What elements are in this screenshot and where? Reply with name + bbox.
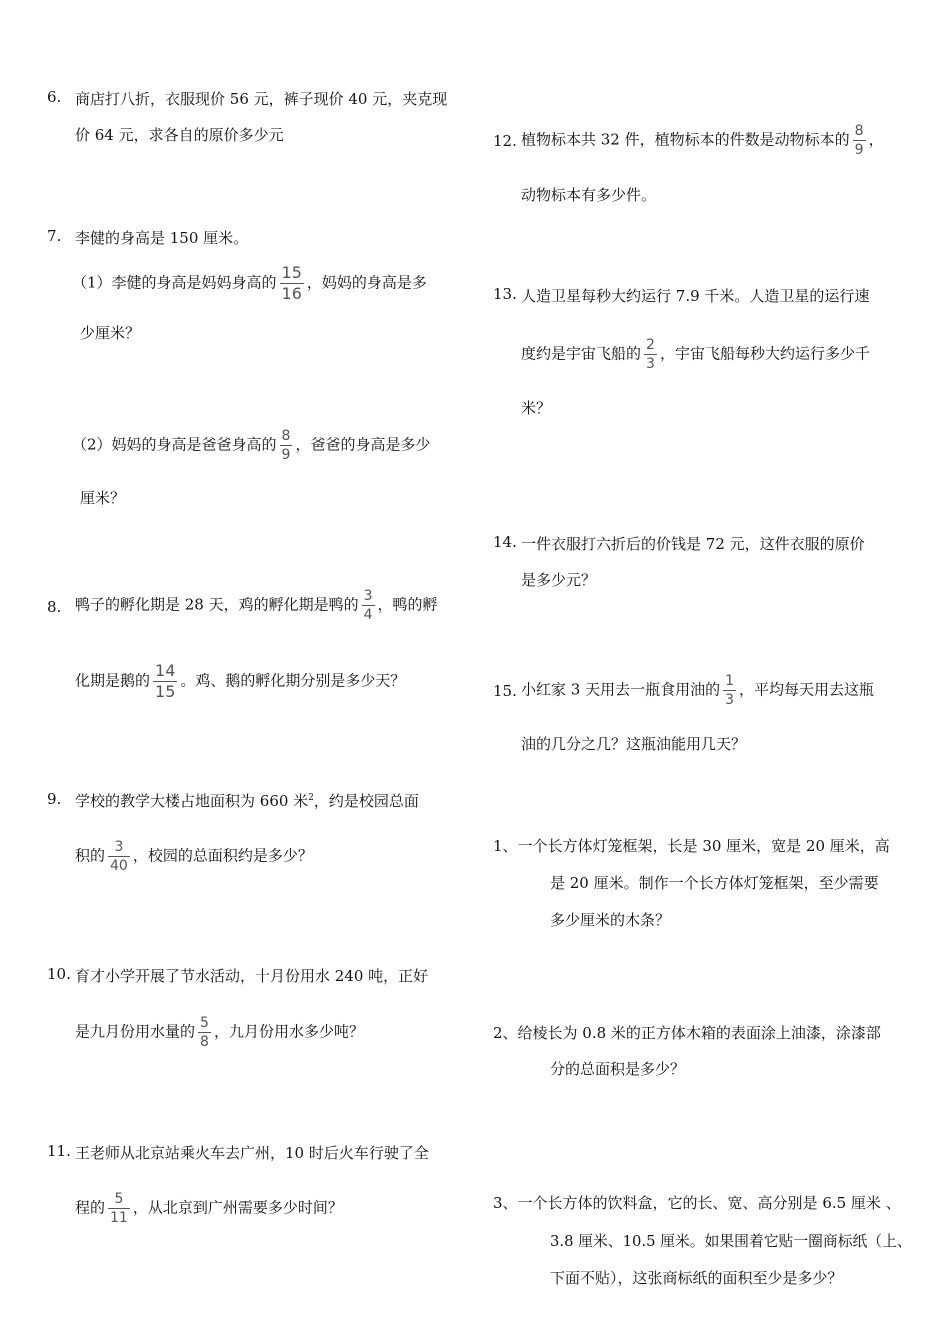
problem-text: 下面不贴），这张商标纸的面积至少是多少？ [550, 1269, 843, 1287]
problem-text: 学校的教学大楼占地面积为 660 米$^2$，约是校园总面 [75, 792, 419, 810]
problem-text: 3、一个长方体的饮料盒，它的长、宽、高分别是 6.5 厘米 、 [493, 1194, 901, 1212]
problem-text: 厘米？ [80, 489, 126, 507]
problem-text: 3.8 厘米、10.5 厘米。如果围着它贴一圈商标纸（上、 [550, 1232, 912, 1250]
problem-text: 油的几分之几？这瓶油能用几天？ [521, 735, 747, 753]
problem-text: 育才小学开展了节水活动，十月份用水 240 吨，正好 [75, 967, 429, 985]
problem-text: 一件衣服打六折后的价钱是 72 元，这件衣服的原价 [521, 535, 865, 553]
problem-text: 是 20 厘米。制作一个长方体灯笼框架，至少需要 [550, 874, 879, 892]
problem-number: 8. [47, 598, 62, 616]
problem-text: 少厘米？ [80, 324, 141, 342]
fraction: $\frac{2}{3}$ [646, 337, 655, 372]
problem-text: 米？ [521, 399, 552, 417]
problem-text: 是多少元？ [521, 571, 597, 589]
problem-text: 1、一个长方体灯笼框架，长是 30 厘米，宽是 20 厘米，高 [493, 837, 890, 855]
problem-number: 6. [47, 88, 62, 106]
problem-text: 商店打八折，衣服现价 56 元，裤子现价 40 元，夹克现 [75, 90, 448, 108]
problem-text: 动物标本有多少件。 [521, 186, 657, 204]
problem-text: 李健的身高是 150 厘米。 [75, 229, 249, 247]
problem-number: 14. [493, 533, 517, 551]
problem-number: 7. [47, 227, 62, 245]
problem-text: 价 64 元，求各自的原价多少元 [75, 126, 284, 144]
sub-question-1: （1）李健的身高是妈妈身高的 $\frac{15}{16}$ ，妈妈的身高是多 [72, 263, 427, 303]
problem-number: 13. [493, 285, 517, 303]
fraction: $\frac{8}{9}$ [281, 428, 291, 463]
fraction: $\frac{5}{8}$ [200, 1015, 209, 1050]
problem-number: 15. [493, 682, 517, 700]
sub-question-2: （2）妈妈的身高是爸爸身高的 $\frac{8}{9}$ ，爸爸的身高是多少 [72, 428, 431, 463]
fraction: $\frac{3}{40}$ [110, 839, 128, 874]
problem-number: 11. [47, 1142, 71, 1160]
problem-text: 度约是宇宙飞船的 $\frac{2}{3}$ ，宇宙飞船每秒大约运行多少千 [521, 337, 870, 372]
problem-text: 鸭子的孵化期是 28 天，鸡的孵化期是鸭的 $\frac{3}{4}$ ，鸭的孵 [75, 588, 438, 623]
problem-number: 10. [47, 965, 71, 983]
problem-number: 9. [47, 790, 62, 808]
fraction: $\frac{14}{15}$ [155, 661, 176, 701]
fraction: $\frac{8}{9}$ [854, 123, 864, 158]
problem-text: 积的 $\frac{3}{40}$ ，校园的总面积约是多少？ [75, 839, 313, 874]
fraction: $\frac{5}{11}$ [110, 1191, 128, 1226]
problem-text: 小红家 3 天用去一瓶食用油的 $\frac{1}{3}$ ，平均每天用去这瓶 [521, 673, 875, 708]
problem-text: 人造卫星每秒大约运行 7.9 千米。人造卫星的运行速 [521, 287, 870, 305]
problem-text: 王老师从北京站乘火车去广州，10 时后火车行驶了全 [75, 1144, 429, 1162]
problem-text: 程的 $\frac{5}{11}$ ，从北京到广州需要多少时间？ [75, 1191, 343, 1226]
problem-text: 多少厘米的木条？ [550, 911, 671, 929]
fraction: $\frac{1}{3}$ [725, 673, 735, 708]
problem-number: 12. [493, 132, 517, 150]
problem-text: 化期是鹅的 $\frac{14}{15}$ 。鸡、鹅的孵化期分别是多少天？ [75, 661, 406, 701]
problem-text: 植物标本共 32 件，植物标本的件数是动物标本的 $\frac{8}{9}$ ， [521, 123, 884, 158]
problem-text: 2、给棱长为 0.8 米的正方体木箱的表面涂上油漆，涂漆部 [493, 1024, 881, 1042]
problem-text: 分的总面积是多少？ [550, 1060, 686, 1078]
fraction: $\frac{3}{4}$ [363, 588, 373, 623]
problem-text: 是九月份用水量的 $\frac{5}{8}$ ，九月份用水多少吨？ [75, 1015, 364, 1050]
fraction: $\frac{15}{16}$ [281, 263, 302, 303]
